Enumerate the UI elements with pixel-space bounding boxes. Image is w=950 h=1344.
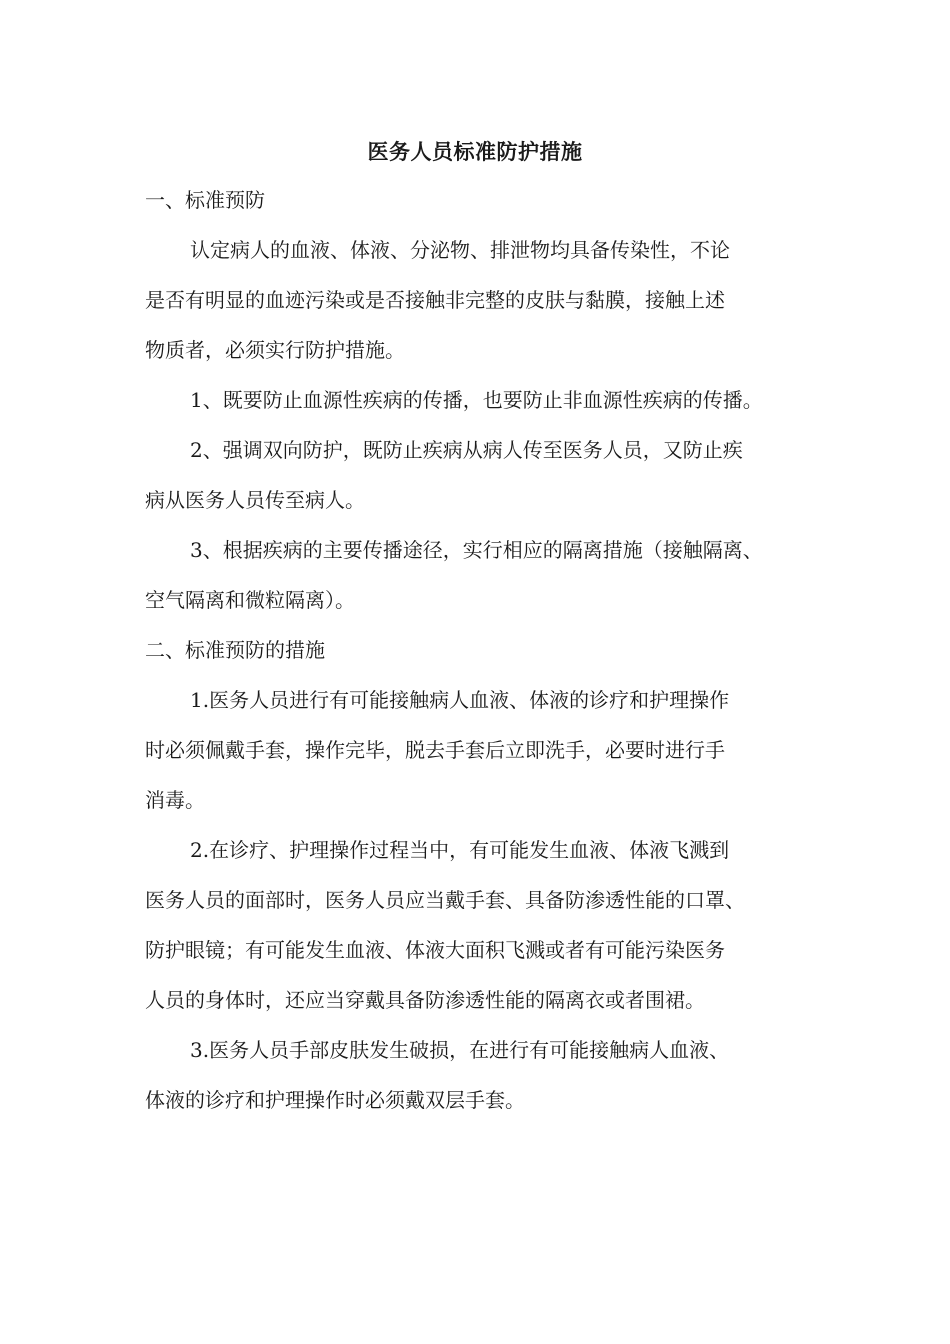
section-heading-1: 一、标准预防 xyxy=(145,188,265,212)
list-item-line: 1、既要防止血源性疾病的传播，也要防止非血源性疾病的传播。 xyxy=(190,388,763,412)
document-title: 医务人员标准防护措施 xyxy=(367,139,583,164)
list-item-line: 体液的诊疗和护理操作时必须戴双层手套。 xyxy=(145,1088,525,1112)
list-item-line: 2、强调双向防护，既防止疾病从病人传至医务人员，又防止疾 xyxy=(190,438,743,462)
list-item-line: 空气隔离和微粒隔离）。 xyxy=(145,588,355,612)
list-item-line: 1.医务人员进行有可能接触病人血液、体液的诊疗和护理操作 xyxy=(190,688,730,712)
list-item-line: 防护眼镜；有可能发生血液、体液大面积飞溅或者有可能污染医务 xyxy=(145,938,725,962)
list-item-line: 2.在诊疗、护理操作过程当中，有可能发生血液、体液飞溅到 xyxy=(190,838,730,862)
paragraph-line: 物质者，必须实行防护措施。 xyxy=(145,338,405,362)
list-item-line: 3.医务人员手部皮肤发生破损，在进行有可能接触病人血液、 xyxy=(190,1038,730,1062)
list-item-line: 人员的身体时，还应当穿戴具备防渗透性能的隔离衣或者围裙。 xyxy=(145,988,705,1012)
list-item-line: 时必须佩戴手套，操作完毕，脱去手套后立即洗手，必要时进行手 xyxy=(145,738,725,762)
list-item-line: 病从医务人员传至病人。 xyxy=(145,488,365,512)
list-item-line: 消毒。 xyxy=(145,788,205,812)
list-item-line: 3、根据疾病的主要传播途径，实行相应的隔离措施（接触隔离、 xyxy=(190,538,763,562)
paragraph-line: 认定病人的血液、体液、分泌物、排泄物均具备传染性，不论 xyxy=(190,238,730,262)
section-heading-2: 二、标准预防的措施 xyxy=(145,638,325,662)
list-item-line: 医务人员的面部时，医务人员应当戴手套、具备防渗透性能的口罩、 xyxy=(145,888,745,912)
paragraph-line: 是否有明显的血迹污染或是否接触非完整的皮肤与黏膜，接触上述 xyxy=(145,288,725,312)
